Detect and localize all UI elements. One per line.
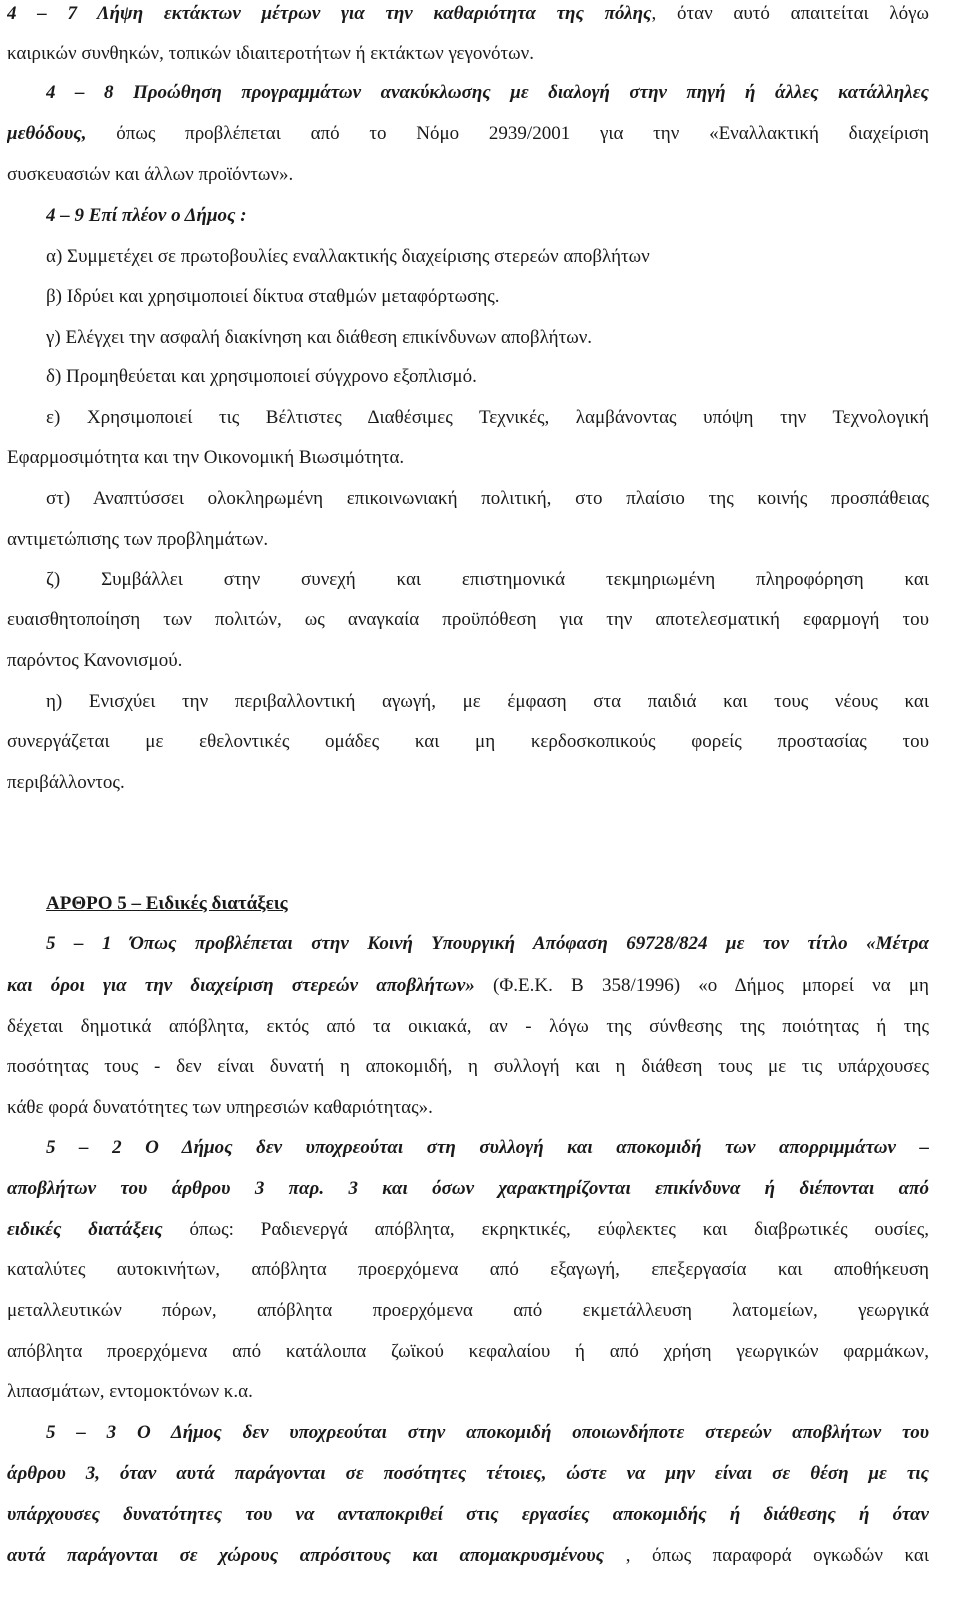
item-z-line-1: ζ) Συμβάλλει στην συνεχή και επιστημονικά τεκμηριωμένη πληροφόρηση και	[46, 569, 929, 590]
paragraph-4-7-line-2: καιρικών συνθηκών, τοπικών ιδιαιτεροτήτων ή εκτάκτων γεγονότων.	[7, 43, 534, 64]
paragraph-4-8-line-2: μεθόδους, όπως προβλέπεται από το Νόμο 2939/2001 για την «Εναλλακτική διαχείριση	[7, 123, 929, 144]
paragraph-5-3-line-3: υπάρχουσες δυνατότητες του να ανταποκριθεί στις εργασίες αποκομιδής ή διάθεσης ή όταν	[7, 1504, 929, 1525]
paragraph-5-1-line-5: κάθε φορά δυνατότητες των υπηρεσιών καθαριότητας».	[7, 1097, 433, 1118]
item-st-line-1: στ) Αναπτύσσει ολοκληρωμένη επικοινωνιακή πολιτική, στο πλαίσιο της κοινής προσπάθειας	[46, 488, 929, 509]
item-h-line-3: περιβάλλοντος.	[7, 772, 125, 793]
paragraph-5-3-line-4: αυτά παράγονται σε χώρους απρόσιτους και απομακρυσμένους , όπως παραφορά ογκωδών και	[7, 1545, 929, 1566]
item-d: δ) Προμηθεύεται και χρησιμοποιεί σύγχρονο εξοπλισμό.	[46, 366, 477, 387]
item-st-line-2: αντιμετώπισης των προβλημάτων.	[7, 529, 269, 550]
paragraph-4-9-heading: 4 – 9 Επί πλέον ο Δήμος :	[46, 205, 247, 226]
paragraph-5-3-line-1: 5 – 3 Ο Δήμος δεν υποχρεούται στην αποκομιδή οποιωνδήποτε στερεών αποβλήτων του	[46, 1422, 929, 1443]
item-z-line-2: ευαισθητοποίηση των πολιτών, ως αναγκαία προϋπόθεση για την αποτελεσματική εφαρμογή του	[7, 609, 929, 630]
paragraph-5-2-line-7: λιπασμάτων, εντομοκτόνων κ.α.	[7, 1381, 253, 1402]
item-c: γ) Ελέγχει την ασφαλή διακίνηση και διάθεση επικίνδυνων αποβλήτων.	[46, 327, 593, 348]
item-e-line-2: Εφαρμοσιμότητα και την Οικονομική Βιωσιμότητα.	[7, 447, 405, 468]
item-e-line-1: ε) Χρησιμοποιεί τις Βέλτιστες Διαθέσιμες Τεχνικές, λαμβάνοντας υπόψη την Τεχνολογική	[46, 407, 929, 428]
article-5-title: ΑΡΘΡΟ 5 – Ειδικές διατάξεις	[46, 893, 288, 914]
paragraph-5-3-line-2: άρθρου 3, όταν αυτά παράγονται σε ποσότητες τέτοιες, ώστε να μην είναι σε θέση με τις	[7, 1463, 929, 1484]
paragraph-5-1-line-2: και όροι για την διαχείριση στερεών αποβλήτων» (Φ.Ε.Κ. Β 358/1996) «ο Δήμος μπορεί να μη	[7, 975, 929, 996]
item-h-line-2: συνεργάζεται με εθελοντικές ομάδες και μη κερδοσκοπικούς φορείς προστασίας του	[7, 731, 929, 752]
item-z-line-3: παρόντος Κανονισμού.	[7, 650, 183, 671]
paragraph-4-8-line-3: συσκευασιών και άλλων προϊόντων».	[7, 164, 294, 185]
paragraph-5-2-line-5: μεταλλευτικών πόρων, απόβλητα προερχόμενα από εκμετάλλευση λατομείων, γεωργικά	[7, 1300, 929, 1321]
paragraph-5-2-line-3: ειδικές διατάξεις όπως: Ραδιενεργά απόβλητα, εκρηκτικές, εύφλεκτες και διαβρωτικές ουσίες,	[7, 1219, 929, 1240]
paragraph-4-8-line-1: 4 – 8 Προώθηση προγραμμάτων ανακύκλωσης με διαλογή στην πηγή ή άλλες κατάλληλες	[46, 82, 929, 103]
item-h-line-1: η) Ενισχύει την περιβαλλοντική αγωγή, με έμφαση στα παιδιά και τους νέους και	[46, 691, 929, 712]
paragraph-4-7-line-1: 4 – 7 Λήψη εκτάκτων μέτρων για την καθαριότητα της πόλης, όταν αυτό απαιτείται λόγω	[7, 3, 929, 24]
paragraph-5-2-line-4: καταλύτες αυτοκινήτων, απόβλητα προερχόμενα από εξαγωγή, επεξεργασία και αποθήκευση	[7, 1259, 929, 1280]
paragraph-5-1-line-3: δέχεται δημοτικά απόβλητα, εκτός από τα οικιακά, αν - λόγω της σύνθεσης της ποιότητας ή της	[7, 1016, 929, 1037]
paragraph-5-1-line-4: ποσότητας τους - δεν είναι δυνατή η αποκομιδή, η συλλογή και η διάθεση τους με τις υπάρχουσες	[7, 1056, 929, 1077]
paragraph-5-2-line-1: 5 – 2 Ο Δήμος δεν υποχρεούται στη συλλογή και αποκομιδή των απορριμμάτων –	[46, 1137, 929, 1158]
paragraph-5-2-line-2: αποβλήτων του άρθρου 3 παρ. 3 και όσων χαρακτηρίζονται επικίνδυνα ή διέπονται από	[7, 1178, 929, 1199]
item-b: β) Ιδρύει και χρησιμοποιεί δίκτυα σταθμών μεταφόρτωσης.	[46, 286, 500, 307]
paragraph-5-1-line-1: 5 – 1 Όπως προβλέπεται στην Κοινή Υπουργική Απόφαση 69728/824 με τον τίτλο «Μέτρα	[46, 933, 929, 954]
paragraph-5-2-line-6: απόβλητα προερχόμενα από κατάλοιπα ζωϊκού κεφαλαίου ή από χρήση γεωργικών φαρμάκων,	[7, 1341, 929, 1362]
item-a: α) Συμμετέχει σε πρωτοβουλίες εναλλακτικής διαχείρισης στερεών αποβλήτων	[46, 246, 650, 267]
